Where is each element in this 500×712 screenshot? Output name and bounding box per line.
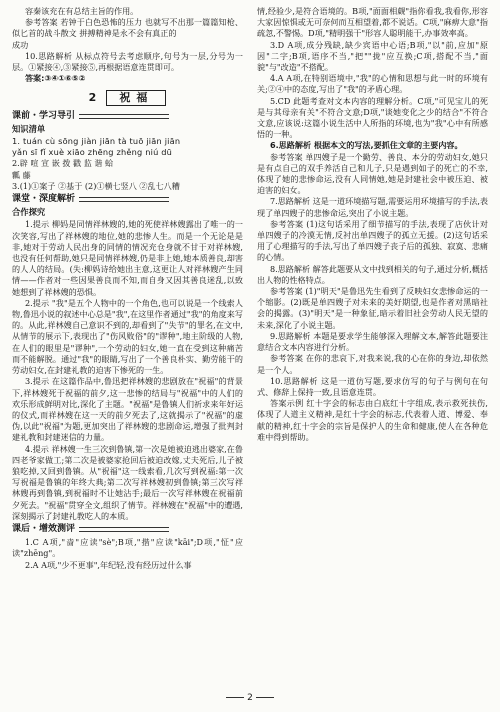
analysis-paragraph: 9.思路解析 本题是要求学生能够深入理解文本,解答此题要注意结合文本内容进行分析。 [257, 330, 488, 353]
pinyin-line: 1. tuán cù sōng jiàn jiān tà tuō jiān jiān [12, 136, 181, 147]
words-line: 2.辟 喧 宣 嵌 拨 戳 监 谐 蛤 [12, 158, 114, 169]
heading-rule [79, 197, 169, 202]
section-heading: 课后・增效测评 [12, 524, 243, 535]
text-line: 成功 [12, 39, 29, 50]
analysis-paragraph: 6.思路解析 根据本文的写法,要抓住文章的主要内容。 [269, 140, 463, 151]
subsection-heading: 合作探究 [12, 207, 46, 218]
subsection-heading: 知识清单 [12, 123, 46, 134]
answer-line: 2.A A项,"少不更事",年纪轻,没有经历过什么事 [24, 559, 192, 570]
question-3: 3.(1)①案子 ②基于 (2)①横七竖八 ②乱七八糟 [12, 180, 180, 191]
left-column [12, 6, 243, 688]
answer-line: 1.C A项,"啬"应读"sè";B项,"揩"应读"kāi";D项,"怔"应读"zhēng"。 [12, 537, 243, 559]
footer-dash [226, 697, 244, 698]
body-paragraph: 4.提示 祥林嫂一生三次到鲁镇,第一次是她被迫逃出婆家,在鲁四老爷家做工;第二次是被婆家抢回后被迫改嫁,丈夫死后,儿子被狼吃掉,又回到鲁镇。从"祝福"这一线索看,几次写到祝福:第一次写祝福是鲁镇的年终大典;第二次写祥林嫂初到鲁镇;第三次写祥林嫂再到鲁镇,到祝福时不让她沾手;最后一次写祥林嫂在祝福前夕死去。"祝福"贯穿全文,组织了情节。祥林嫂在"祝福"中的遭遇,深刻揭示了封建礼教吃人的本质。 [12, 443, 243, 521]
words-line: 瓤 藤 [12, 169, 31, 180]
analysis-paragraph: 8.思路解析 解答此题要从文中找到相关的句子,通过分析,概括出人物的性格特点。 [257, 263, 488, 285]
question-10-answer: 答案:③④①⑥⑤② [24, 73, 86, 84]
question-10: 10.思路解析 从标点符号去考虑顺序,句号为一层,分号为一层。①紧接④,③紧接⑤,再根据语意连贯即可。 [12, 50, 243, 73]
chapter-number: 2 [88, 91, 97, 105]
body-paragraph: 情,经验少,是符合语境的。B项,"面面相觑"指你看我,我看你,形容大家因惊惧或无可奈何而互相望着,都不说话。C项,"麻痹大意"指疏忽,不警惕。D项,"精明强干"形容人聪明能干,办事效率高。 [257, 6, 488, 39]
body-paragraph: 3.D A项,成分残缺,缺少宾语中心语;B项,"以"前,应加"原因"二字;B项,语序不当,"把""拢"应互换;C项,搭配不当,"面貌"与"改造"不搭配。 [257, 39, 488, 73]
answer-paragraph: 答案示例 红十字会的标志由白底红十字组成,表示救死扶伤,体现了人道主义精神,是红十字会的标志,代表着人道、博爱、奉献的精神,红十字会的宗旨是保护人的生命和健康,使人在各种危难中得到帮助。 [257, 398, 488, 442]
analysis-paragraph: 10.思路解析 这是一道仿写题,要求仿写的句子与例句在句式、修辞上保持一致,且语意连贯。 [257, 375, 488, 397]
heading-rule [79, 114, 169, 119]
section-heading: 课堂・深度解析 [12, 194, 243, 205]
page-number: 2 [247, 692, 253, 703]
body-paragraph: 4.A A项,在特别语境中,"我"的心情和思想与此一时的环境有关;②④中的态度,写出了"我"的矛盾心理。 [257, 73, 488, 95]
body-paragraph: 3.提示 在这篇作品中,鲁迅把祥林嫂的悲剧放在"祝福"的背景下,祥林嫂死于祝福的前夕,这一悲惨的结局与"祝福"中的人们的欢乐形成鲜明对比,深化了主题。"祝福"是鲁镇人们祈求来年好运的仪式,而祥林嫂在这一天的前夕死去了,这就揭示了"祝福"的虚伪,以此"祝福"为题,更加突出了祥林嫂的悲剧命运,增强了批判封建礼教和封建迷信的力量。 [12, 376, 243, 443]
answer-paragraph: 参考答案 (1)这句话采用了细节描写的手法,表现了店伙计对单四嫂子的冷漠无情,反衬出单四嫂子的孤立无援。(2)这句话采用了心理描写的手法,写出了单四嫂子丧子后的孤独、寂寞、悲痛的心情。 [257, 218, 488, 263]
chapter-heading [12, 90, 243, 105]
chapter-title: 祝福 [106, 90, 166, 105]
heading-rule [79, 527, 169, 532]
text-line: 容秦该充在有总结主旨的作用。 [24, 6, 139, 16]
section-heading: 课前・学习导引 [12, 111, 243, 122]
pinyin-line: yǎn sī fǐ xuè xiāo zhēng zhěng niú dū [12, 147, 173, 158]
answer-paragraph: 参考答案 (1)"明天"是鲁迅先生看到了反映妇女悲惨命运的一个缩影。(2)既是单四嫂子对未来的美好期望,也是作者对黑暗社会的揭露。(3)"明天"是一种象征,暗示着旧社会劳动人民无望的未来,深化了小说主题。 [257, 286, 488, 330]
answer-paragraph: 参考答案 单四嫂子是一个勤劳、善良、本分的劳动妇女,她只是有点自己的双手养活自己和儿子,只是遇到如子的死亡的不幸,体现了她的悲惨命运,没有人同情她,她是封建社会中被压迫、被迫害的妇女。 [257, 151, 488, 196]
right-column [257, 6, 488, 688]
analysis-paragraph: 7.思路解析 这是一道环境描写题,需要运用环境描写的手法,表现了单四嫂子的悲惨命运,突出了小说主题。 [257, 196, 488, 218]
footer-dash [256, 697, 274, 698]
body-paragraph: 5.CD 此题考查对文本内容的理解分析。C项,"可见宝儿的死是与其母亲有关"不符合文意;D项,"谈她变化之少的结合"不符合文意,应该说:这篇小说生活中人所指的环境,也为"我"心中有所感悟的一种。 [257, 95, 488, 140]
page-footer [0, 693, 500, 704]
answer-text: 参考答案 若钟于白色恐怖的压力 也就写不出那一篇篇知枪、似匕首的战斗散文 拼搏精神是永不会有真正的 [12, 17, 243, 39]
body-paragraph: 2.提示 "我"是五个人物中的一个角色,也可以说是一个线索人物,鲁迅小说的叙述中心总是"我",在这里作者通过"我"的角度来写的。从此,祥林嫂自己意识不到的,却看到了"失节"的罪名,在文中,从情节的展示下,表现出了"伤风败俗"的"谬种",地主阶级的人物,在人们的眼里是"谬种",一个劳动的妇女,她一直在受到这种痛苦而不能解脱。通过"我"的眼睛,写出了一个善良朴实、勤劳能干的劳动妇女,在封建礼教的迫害下惨死的一生。 [12, 297, 243, 376]
answer-paragraph: 参考答案 在你的悲哀下,对我来说,我的心在你的身边,却依然是一个人。 [257, 353, 488, 375]
body-paragraph: 1.提示 柳妈是同情祥林嫂的,她的死使祥林嫂露出了唯一的一次笑容,写出了祥林嫂的地位,她的悲惨人生。而是一个无论是是非,她对于劳动人民出身的同情的情况充仓身就不甘于对祥林嫂,也没有任何帮助,她只是同情祥林嫂,仍是非上她,她本质善良,却害的人人的结局。(失:柳妈诗给她出主意,这更让人对祥林嫂产生同情——作者对一些因果善良而不知,而自身又因其善良迷乱,以致她想到了祥林嫂的恐惧。 [12, 219, 243, 297]
